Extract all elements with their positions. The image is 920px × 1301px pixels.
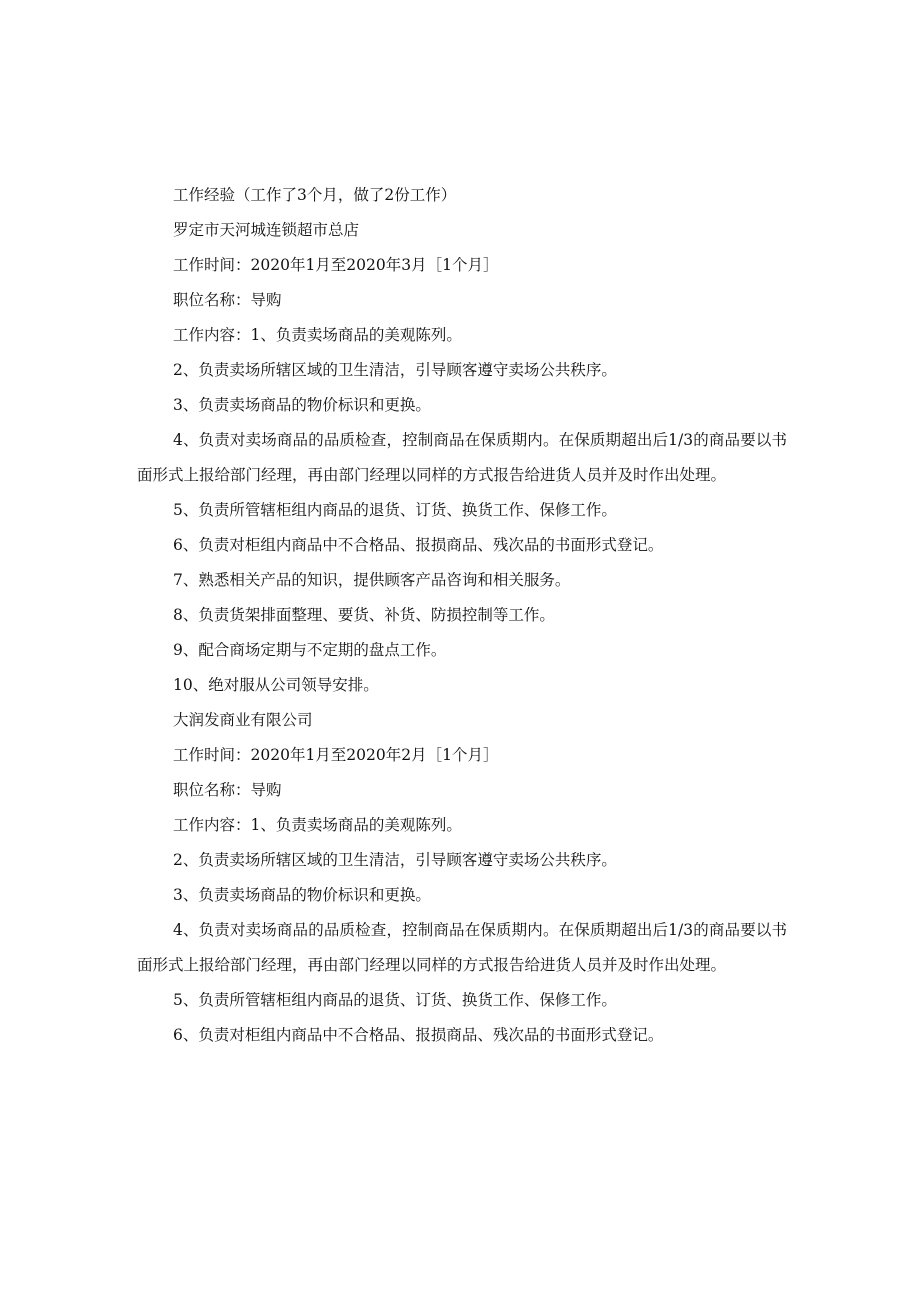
job-title: 职位名称：导购	[173, 781, 282, 799]
duty-item: 工作内容：1、负责卖场商品的美观陈列。	[173, 326, 462, 344]
section-heading-work-experience: 工作经验（工作了3个月，做了2份工作）	[173, 186, 457, 204]
job-title: 职位名称：导购	[173, 291, 282, 309]
company-name: 大润发商业有限公司	[173, 711, 313, 729]
duty-item: 6、负责对柜组内商品中不合格品、报损商品、残次品的书面形式登记。	[173, 536, 664, 554]
duty-item: 3、负责卖场商品的物价标识和更换。	[173, 886, 431, 904]
duty-item: 2、负责卖场所辖区域的卫生清洁，引导顾客遵守卖场公共秩序。	[173, 851, 617, 869]
document-body	[137, 178, 787, 1053]
work-period: 工作时间：2020年1月至2020年2月［1个月］	[173, 746, 499, 764]
duty-item: 工作内容：1、负责卖场商品的美观陈列。	[173, 816, 462, 834]
duty-item: 5、负责所管辖柜组内商品的退货、订货、换货工作、保修工作。	[173, 991, 617, 1009]
duty-item: 10、绝对服从公司领导安排。	[173, 676, 379, 694]
duty-item: 8、负责货架排面整理、要货、补货、防损控制等工作。	[173, 606, 555, 624]
duty-item: 3、负责卖场商品的物价标识和更换。	[173, 396, 431, 414]
duty-item: 9、配合商场定期与不定期的盘点工作。	[173, 641, 447, 659]
duty-item: 6、负责对柜组内商品中不合格品、报损商品、残次品的书面形式登记。	[173, 1026, 664, 1044]
duty-item: 7、熟悉相关产品的知识，提供顾客产品咨询和相关服务。	[173, 571, 571, 589]
duty-item: 4、负责对卖场商品的品质检查，控制商品在保质期内。在保质期超出后1/3的商品要以书面形式上报给部门经理，再由部门经理以同样的方式报告给进货人员并及时作出处理。	[137, 431, 787, 484]
duty-item: 5、负责所管辖柜组内商品的退货、订货、换货工作、保修工作。	[173, 501, 617, 519]
company-name: 罗定市天河城连锁超市总店	[173, 221, 360, 239]
duty-item: 4、负责对卖场商品的品质检查，控制商品在保质期内。在保质期超出后1/3的商品要以书面形式上报给部门经理，再由部门经理以同样的方式报告给进货人员并及时作出处理。	[137, 921, 787, 974]
work-period: 工作时间：2020年1月至2020年3月［1个月］	[173, 256, 499, 274]
duty-item: 2、负责卖场所辖区域的卫生清洁，引导顾客遵守卖场公共秩序。	[173, 361, 617, 379]
